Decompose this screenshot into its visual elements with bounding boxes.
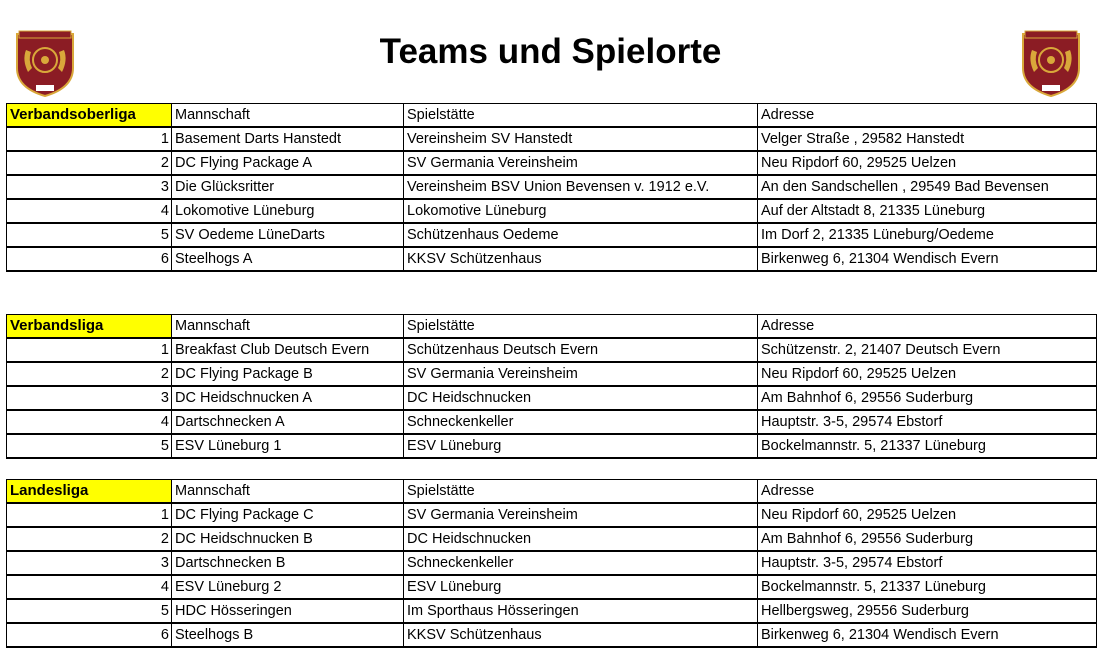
page-title: Teams und Spielorte — [379, 32, 722, 71]
team-cell: Breakfast Club Deutsch Evern — [172, 338, 404, 362]
row-number: 1 — [7, 127, 172, 151]
venue-cell: SV Germania Vereinsheim — [404, 151, 758, 175]
venue-cell: DC Heidschnucken — [404, 386, 758, 410]
table-header-row — [7, 480, 1097, 504]
table-row — [7, 575, 1097, 599]
row-number: 6 — [7, 247, 172, 271]
row-number: 3 — [7, 175, 172, 199]
venue-cell: ESV Lüneburg — [404, 575, 758, 599]
venue-cell: SV Germania Vereinsheim — [404, 503, 758, 527]
table-row — [7, 623, 1097, 647]
venue-cell: Vereinsheim BSV Union Bevensen v. 1912 e.V. — [404, 175, 758, 199]
row-number: 5 — [7, 599, 172, 623]
team-cell: Basement Darts Hanstedt — [172, 127, 404, 151]
row-number: 2 — [7, 362, 172, 386]
team-cell: HDC Hösseringen — [172, 599, 404, 623]
venue-cell: SV Germania Vereinsheim — [404, 362, 758, 386]
team-cell: SV Oedeme LüneDarts — [172, 223, 404, 247]
table-row — [7, 199, 1097, 223]
table-row — [7, 127, 1097, 151]
address-cell: Bockelmannstr. 5, 21337 Lüneburg — [758, 434, 1097, 458]
row-number: 5 — [7, 434, 172, 458]
address-cell: Hellbergsweg, 29556 Suderburg — [758, 599, 1097, 623]
table-row — [7, 175, 1097, 199]
team-cell: DC Flying Package B — [172, 362, 404, 386]
address-cell: Auf der Altstadt 8, 21335 Lüneburg — [758, 199, 1097, 223]
venue-cell: Schneckenkeller — [404, 551, 758, 575]
table-row — [7, 223, 1097, 247]
venue-cell: Im Sporthaus Hösseringen — [404, 599, 758, 623]
venue-cell: Schneckenkeller — [404, 410, 758, 434]
venue-cell: Vereinsheim SV Hanstedt — [404, 127, 758, 151]
venue-cell: DC Heidschnucken — [404, 527, 758, 551]
address-cell: Am Bahnhof 6, 29556 Suderburg — [758, 386, 1097, 410]
address-cell: Hauptstr. 3-5, 29574 Ebstorf — [758, 551, 1097, 575]
column-header-team: Mannschaft — [172, 315, 404, 339]
address-cell: Neu Ripdorf 60, 29525 Uelzen — [758, 503, 1097, 527]
table-row — [7, 386, 1097, 410]
address-cell: Im Dorf 2, 21335 Lüneburg/Oedeme — [758, 223, 1097, 247]
team-cell: DC Heidschnucken B — [172, 527, 404, 551]
table-row — [7, 551, 1097, 575]
team-cell: ESV Lüneburg 1 — [172, 434, 404, 458]
venue-cell: Schützenhaus Deutsch Evern — [404, 338, 758, 362]
league-name: Landesliga — [7, 480, 172, 504]
table-row — [7, 527, 1097, 551]
venue-cell: KKSV Schützenhaus — [404, 623, 758, 647]
address-cell: Hauptstr. 3-5, 29574 Ebstorf — [758, 410, 1097, 434]
league-table-landesliga — [6, 479, 1097, 648]
row-number: 3 — [7, 386, 172, 410]
address-cell: Am Bahnhof 6, 29556 Suderburg — [758, 527, 1097, 551]
venue-cell: ESV Lüneburg — [404, 434, 758, 458]
team-cell: DC Flying Package C — [172, 503, 404, 527]
row-number: 6 — [7, 623, 172, 647]
column-header-address: Adresse — [758, 104, 1097, 128]
venue-cell: KKSV Schützenhaus — [404, 247, 758, 271]
table-header-row — [7, 104, 1097, 128]
row-number: 4 — [7, 410, 172, 434]
address-cell: Bockelmannstr. 5, 21337 Lüneburg — [758, 575, 1097, 599]
row-number: 1 — [7, 503, 172, 527]
team-cell: ESV Lüneburg 2 — [172, 575, 404, 599]
column-header-team: Mannschaft — [172, 104, 404, 128]
row-number: 1 — [7, 338, 172, 362]
team-cell: Dartschnecken B — [172, 551, 404, 575]
table-row — [7, 151, 1097, 175]
column-header-address: Adresse — [758, 480, 1097, 504]
team-cell: Steelhogs B — [172, 623, 404, 647]
team-cell: Die Glücksritter — [172, 175, 404, 199]
table-row — [7, 434, 1097, 458]
league-name: Verbandsliga — [7, 315, 172, 339]
column-header-venue: Spielstätte — [404, 315, 758, 339]
column-header-address: Adresse — [758, 315, 1097, 339]
team-cell: DC Heidschnucken A — [172, 386, 404, 410]
address-cell: An den Sandschellen , 29549 Bad Bevensen — [758, 175, 1097, 199]
address-cell: Velger Straße , 29582 Hanstedt — [758, 127, 1097, 151]
address-cell: Neu Ripdorf 60, 29525 Uelzen — [758, 362, 1097, 386]
row-number: 4 — [7, 199, 172, 223]
address-cell: Birkenweg 6, 21304 Wendisch Evern — [758, 623, 1097, 647]
row-number: 5 — [7, 223, 172, 247]
table-row — [7, 599, 1097, 623]
team-cell: Steelhogs A — [172, 247, 404, 271]
table-row — [7, 247, 1097, 271]
address-cell: Birkenweg 6, 21304 Wendisch Evern — [758, 247, 1097, 271]
row-number: 4 — [7, 575, 172, 599]
league-table-verbandsliga — [6, 314, 1097, 459]
table-row — [7, 338, 1097, 362]
table-row — [7, 503, 1097, 527]
venue-cell: Lokomotive Lüneburg — [404, 199, 758, 223]
team-cell: DC Flying Package A — [172, 151, 404, 175]
column-header-team: Mannschaft — [172, 480, 404, 504]
column-header-venue: Spielstätte — [404, 480, 758, 504]
team-cell: Lokomotive Lüneburg — [172, 199, 404, 223]
league-name: Verbandsoberliga — [7, 104, 172, 128]
row-number: 3 — [7, 551, 172, 575]
table-row — [7, 362, 1097, 386]
row-number: 2 — [7, 151, 172, 175]
league-table-verbandsoberliga — [6, 103, 1097, 272]
table-row — [7, 410, 1097, 434]
table-header-row — [7, 315, 1097, 339]
address-cell: Neu Ripdorf 60, 29525 Uelzen — [758, 151, 1097, 175]
venue-cell: Schützenhaus Oedeme — [404, 223, 758, 247]
address-cell: Schützenstr. 2, 21407 Deutsch Evern — [758, 338, 1097, 362]
row-number: 2 — [7, 527, 172, 551]
column-header-venue: Spielstätte — [404, 104, 758, 128]
team-cell: Dartschnecken A — [172, 410, 404, 434]
